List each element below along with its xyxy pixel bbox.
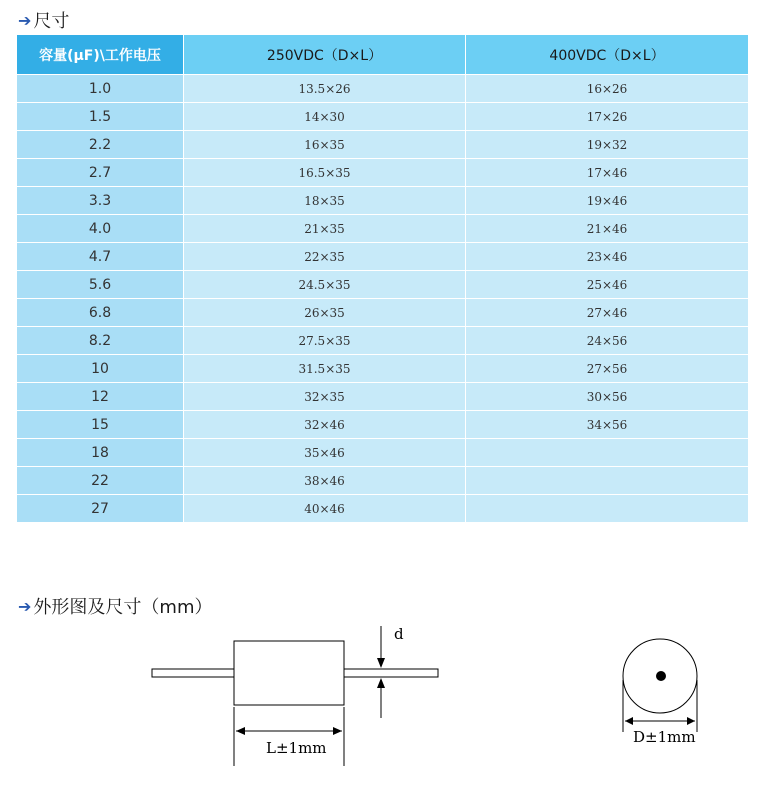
size-400vdc-cell: 19×46 — [466, 186, 749, 214]
header-250vdc: 250VDC（D×L） — [184, 35, 466, 74]
capacitance-cell: 27 — [17, 494, 184, 522]
capacitance-cell: 10 — [17, 354, 184, 382]
end-view — [623, 639, 697, 746]
capacitance-cell: 2.2 — [17, 130, 184, 158]
size-250vdc-cell: 35×46 — [184, 438, 466, 466]
size-250vdc-cell: 22×35 — [184, 242, 466, 270]
section-title-text: 尺寸 — [33, 11, 70, 32]
table-row — [17, 382, 749, 410]
capacitance-cell: 8.2 — [17, 326, 184, 354]
section-title-outline — [18, 592, 212, 620]
table-row — [17, 158, 749, 186]
size-400vdc-cell: 21×46 — [466, 214, 749, 242]
size-250vdc-cell: 40×46 — [184, 494, 466, 522]
size-400vdc-cell: 25×46 — [466, 270, 749, 298]
capacitor-body — [234, 641, 344, 705]
size-250vdc-cell: 13.5×26 — [184, 74, 466, 102]
lead-dot — [656, 671, 666, 681]
table-row — [17, 130, 749, 158]
capacitance-cell: 1.5 — [17, 102, 184, 130]
section-title-text: 外形图及尺寸（mm） — [33, 597, 213, 618]
table-row — [17, 102, 749, 130]
table-row — [17, 466, 749, 494]
dimensions-table — [17, 35, 749, 522]
table-row — [17, 242, 749, 270]
capacitance-cell: 4.7 — [17, 242, 184, 270]
size-400vdc-cell: 30×56 — [466, 382, 749, 410]
capacitance-cell: 4.0 — [17, 214, 184, 242]
size-250vdc-cell: 24.5×35 — [184, 270, 466, 298]
size-400vdc-cell: 34×56 — [466, 410, 749, 438]
table-row — [17, 270, 749, 298]
table-row — [17, 326, 749, 354]
size-400vdc-cell: 23×46 — [466, 242, 749, 270]
size-250vdc-cell: 16×35 — [184, 130, 466, 158]
size-250vdc-cell: 31.5×35 — [184, 354, 466, 382]
capacitance-cell: 12 — [17, 382, 184, 410]
length-label: L±1mm — [266, 739, 327, 757]
table-row — [17, 298, 749, 326]
size-400vdc-cell: 17×46 — [466, 158, 749, 186]
size-400vdc-cell: 24×56 — [466, 326, 749, 354]
size-400vdc-cell: 27×56 — [466, 354, 749, 382]
table-row — [17, 410, 749, 438]
table-row — [17, 214, 749, 242]
capacitance-cell: 3.3 — [17, 186, 184, 214]
length-dimension — [234, 707, 344, 766]
size-400vdc-cell — [466, 494, 749, 522]
header-capacitance-voltage: 容量(μF)\工作电压 — [17, 35, 184, 74]
capacitance-cell: 6.8 — [17, 298, 184, 326]
capacitance-cell: 15 — [17, 410, 184, 438]
table-row — [17, 438, 749, 466]
size-250vdc-cell: 27.5×35 — [184, 326, 466, 354]
section-title-dimensions — [18, 6, 69, 34]
arrow-right-icon: ➔ — [18, 596, 32, 616]
size-400vdc-cell: 27×46 — [466, 298, 749, 326]
capacitance-cell: 2.7 — [17, 158, 184, 186]
table-row — [17, 186, 749, 214]
size-250vdc-cell: 26×35 — [184, 298, 466, 326]
lead-diameter-label: d — [394, 625, 404, 643]
capacitance-cell: 5.6 — [17, 270, 184, 298]
header-400vdc: 400VDC（D×L） — [466, 35, 749, 74]
size-400vdc-cell: 19×32 — [466, 130, 749, 158]
capacitance-cell: 18 — [17, 438, 184, 466]
table-row — [17, 494, 749, 522]
size-250vdc-cell: 18×35 — [184, 186, 466, 214]
table-row — [17, 354, 749, 382]
arrow-right-icon: ➔ — [18, 10, 32, 30]
size-400vdc-cell — [466, 466, 749, 494]
size-250vdc-cell: 16.5×35 — [184, 158, 466, 186]
size-250vdc-cell: 38×46 — [184, 466, 466, 494]
size-400vdc-cell: 16×26 — [466, 74, 749, 102]
capacitance-cell: 22 — [17, 466, 184, 494]
size-250vdc-cell: 32×46 — [184, 410, 466, 438]
table-header-row — [17, 35, 749, 74]
size-250vdc-cell: 14×30 — [184, 102, 466, 130]
size-250vdc-cell: 21×35 — [184, 214, 466, 242]
size-250vdc-cell: 32×35 — [184, 382, 466, 410]
size-400vdc-cell — [466, 438, 749, 466]
table-row — [17, 74, 749, 102]
diameter-label: D±1mm — [633, 728, 696, 746]
outline-diagram — [0, 620, 766, 791]
capacitance-cell: 1.0 — [17, 74, 184, 102]
size-400vdc-cell: 17×26 — [466, 102, 749, 130]
